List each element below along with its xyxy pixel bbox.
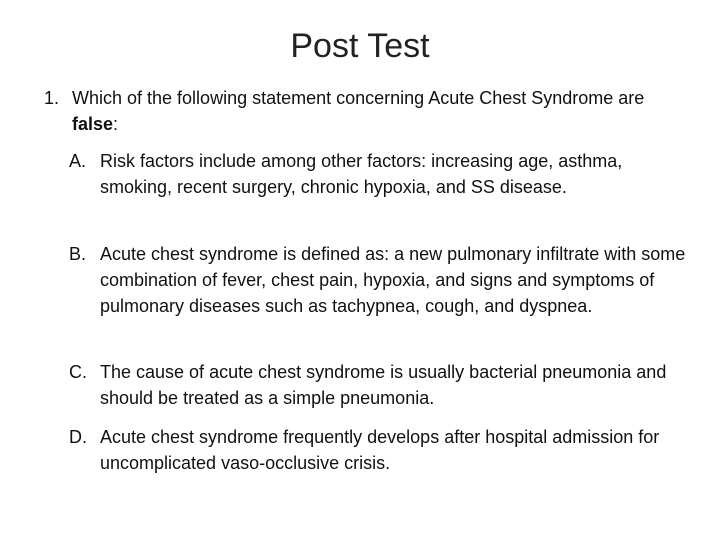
option-text: The cause of acute chest syndrome is usually bacterial pneumonia and should be treated as a simple pneumonia.: [100, 362, 667, 408]
question-1: [44, 85, 694, 137]
option-d[interactable]: [69, 424, 669, 476]
option-letter: C.: [69, 362, 87, 382]
slide-title: Post Test: [290, 27, 430, 65]
option-text: Acute chest syndrome is defined as: a new pulmonary infiltrate with some combination of fever, chest pain, hypoxia, and signs and symptoms of pulmonary diseases such as tachypnea, cough, and dyspnea.: [100, 244, 686, 316]
question-text: [72, 85, 694, 137]
question-emphasis: false: [72, 114, 114, 134]
option-text: Risk factors include among other factors: increasing age, asthma, smoking, recent surgery, chronic hypoxia, and SS disease.: [100, 151, 623, 197]
question-text-start: Which of the following statement concerning Acute Chest Syndrome are: [72, 88, 645, 108]
option-letter: D.: [69, 427, 87, 447]
question-text-end: :: [113, 114, 119, 134]
option-letter: B.: [69, 244, 87, 264]
question-number: 1.: [44, 88, 60, 108]
option-a[interactable]: [69, 148, 669, 200]
option-c[interactable]: [69, 359, 689, 411]
option-b[interactable]: [69, 241, 695, 319]
option-text: Acute chest syndrome frequently develops after hospital admission for uncomplicated vaso-occlusive crisis.: [100, 427, 660, 473]
option-letter: A.: [69, 151, 87, 171]
